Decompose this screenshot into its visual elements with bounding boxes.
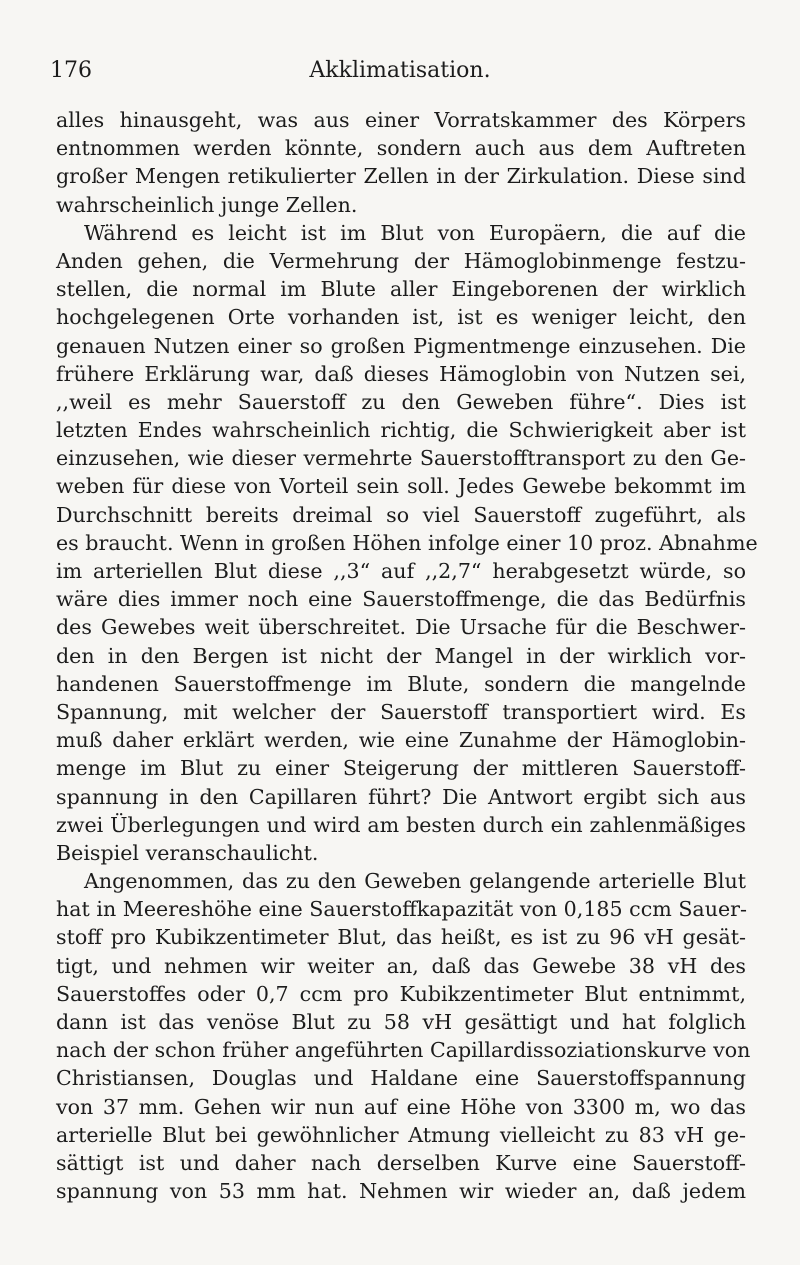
text-line: arterielle Blut bei gewöhnlicher Atmung vielleicht zu 83 vH ge- [56, 1122, 746, 1147]
text-line: ,,weil es mehr Sauerstoff zu den Geweben führe“. Dies ist [56, 389, 746, 414]
text-line: Anden gehen, die Vermehrung der Hämoglobinmenge festzu- [56, 248, 746, 273]
text-line: stellen, die normal im Blute aller Eingeborenen der wirklich [56, 277, 746, 302]
text-line: menge im Blut zu einer Steigerung der mittleren Sauerstoff- [56, 756, 746, 781]
text-line: Durchschnitt bereits dreimal so viel Sauerstoff zugeführt, als [56, 502, 746, 527]
text-line: Christiansen, Douglas und Haldane eine Sauerstoffspannung [56, 1066, 746, 1091]
text-line: nach der schon früher angeführten Capillardissoziationskurve von [56, 1038, 751, 1063]
text-line: stoff pro Kubikzentimeter Blut, das heißt, es ist zu 96 vH gesät- [56, 925, 746, 950]
text-line: frühere Erklärung war, daß dieses Hämoglobin von Nutzen sei, [56, 361, 746, 386]
text-line: Beispiel veranschaulicht. [56, 840, 319, 865]
text-line: Spannung, mit welcher der Sauerstoff transportiert wird. Es [56, 699, 746, 724]
page-header [50, 58, 750, 88]
text-line: Sauerstoffes oder 0,7 ccm pro Kubikzentimeter Blut entnimmt, [56, 981, 746, 1006]
text-line: wäre dies immer noch eine Sauerstoffmenge, die das Bedürfnis [56, 587, 746, 612]
text-line: letzten Endes wahrscheinlich richtig, die Schwierigkeit aber ist [56, 418, 746, 443]
text-line: spannung von 53 mm hat. Nehmen wir wieder an, daß jedem [56, 1179, 746, 1204]
text-line: tigt, und nehmen wir weiter an, daß das Gewebe 38 vH des [56, 953, 746, 978]
text-line: genauen Nutzen einer so großen Pigmentmenge einzusehen. Die [56, 333, 746, 358]
text-line: Während es leicht ist im Blut von Europäern, die auf die [84, 220, 746, 245]
text-line: hat in Meereshöhe eine Sauerstoffkapazität von 0,185 ccm Sauer- [56, 897, 747, 922]
text-line: handenen Sauerstoffmenge im Blute, sondern die mangelnde [56, 671, 746, 696]
text-line: hochgelegenen Orte vorhanden ist, ist es weniger leicht, den [56, 305, 746, 330]
text-line: spannung in den Capillaren führt? Die Antwort ergibt sich aus [56, 784, 746, 809]
text-line: sättigt ist und daher nach derselben Kurve eine Sauerstoff- [56, 1150, 746, 1175]
text-line: entnommen werden könnte, sondern auch aus dem Auftreten [56, 136, 746, 161]
text-line: den in den Bergen ist nicht der Mangel in der wirklich vor- [56, 643, 746, 668]
text-line: weben für diese von Vorteil sein soll. Jedes Gewebe bekommt im [56, 474, 746, 499]
text-line: einzusehen, wie dieser vermehrte Sauerstofftransport zu den Ge- [56, 446, 746, 471]
text-line: im arteriellen Blut diese ,,3“ auf ,,2,7“ herabgesetzt würde, so [56, 559, 746, 583]
text-line: wahrscheinlich junge Zellen. [56, 192, 358, 217]
text-line: großer Mengen retikulierter Zellen in der Zirkulation. Diese sind [56, 164, 746, 189]
text-line: des Gewebes weit überschreitet. Die Ursache für die Beschwer- [56, 615, 746, 640]
text-line: es braucht. Wenn in großen Höhen infolge einer 10 proz. Abnahme [56, 530, 758, 555]
text-line: zwei Überlegungen und wird am besten durch ein zahlenmäßiges [56, 812, 746, 837]
text-line: von 37 mm. Gehen wir nun auf eine Höhe von 3300 m, wo das [56, 1094, 746, 1119]
body-text [56, 106, 758, 1205]
running-title: Akklimatisation. [309, 58, 491, 83]
text-line: Angenommen, das zu den Geweben gelangende arterielle Blut [84, 869, 746, 894]
text-line: muß daher erklärt werden, wie eine Zunahme der Hämoglobin- [56, 728, 746, 753]
text-line: alles hinausgeht, was aus einer Vorratskammer des Körpers [56, 108, 746, 132]
text-line: dann ist das venöse Blut zu 58 vH gesättigt und hat folglich [56, 1010, 746, 1034]
page-number: 176 [50, 58, 92, 83]
